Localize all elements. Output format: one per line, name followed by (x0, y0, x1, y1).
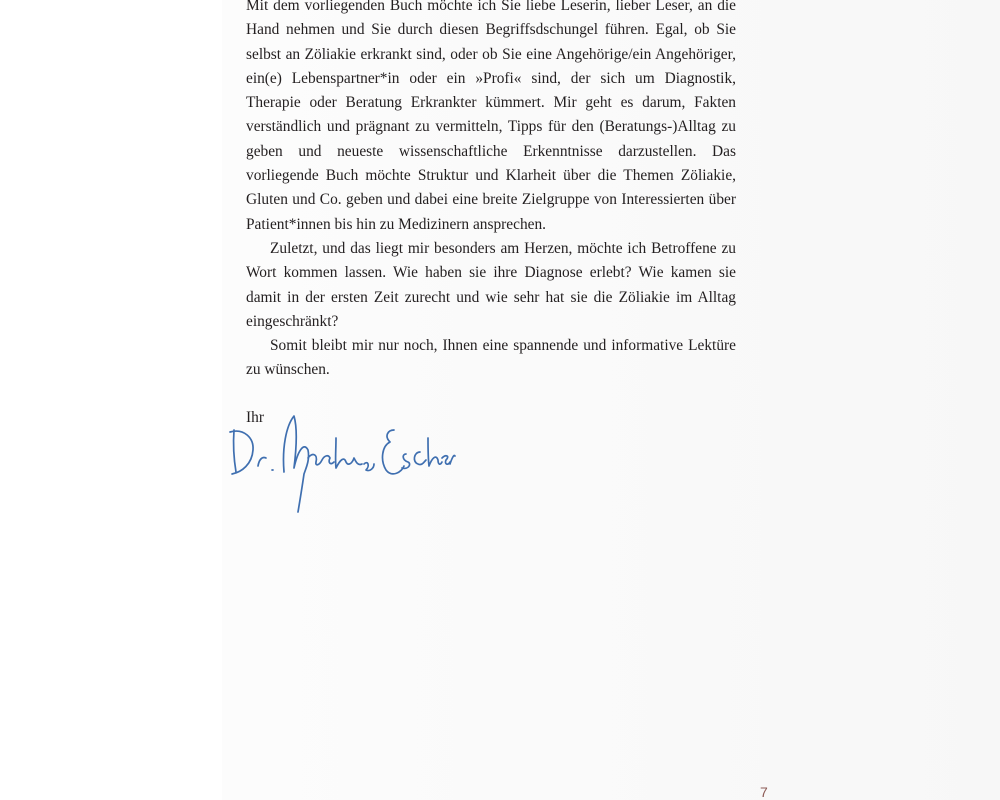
page-number: 7 (760, 784, 768, 800)
body-text (246, 0, 736, 383)
closing-salutation: Ihr (246, 409, 264, 426)
paragraph-closing-wish: Somit bleibt mir nur noch, Ihnen eine spannende und informative Lektüre zu wünschen. (246, 337, 736, 379)
paragraph-affected: Zuletzt, und das liegt mir besonders am Herzen, möchte ich Betroffene zu Wort kommen lassen. Wie haben sie ihre Diagnose erlebt? Wie kamen sie damit in der ersten Zeit zurecht und wie sehr hat sie die Zöliakie im Alltag eingeschränkt? (246, 239, 736, 330)
handwritten-signature (224, 408, 456, 518)
paragraph-intro: Mit dem vorliegenden Buch möchte ich Sie liebe Leserin, lieber Leser, an die Hand nehmen und Sie durch diesen Begriffsdschungel führen. Egal, ob Sie selbst an Zöliakie erkrankt sind, oder ob Sie eine Angehörige/ein Angehöriger, ein(e) Lebenspartner*in oder ein »Profi« sind, der sich um Diagnostik, Therapie oder Beratung Erkrankter kümmert. Mir geht es darum, Fakten verständlich und prägnant zu vermitteln, Tipps für den (Beratungs-)Alltag zu geben und neueste wissenschaftliche Erkenntnisse darzustellen. Das vorliegende Buch möchte Struktur und Klarheit über die Themen Zöliakie, Gluten und Co. geben und dabei eine breite Zielgruppe von Interessierten über Patient*innen bis hin zu Medizinern ansprechen. (246, 0, 736, 233)
